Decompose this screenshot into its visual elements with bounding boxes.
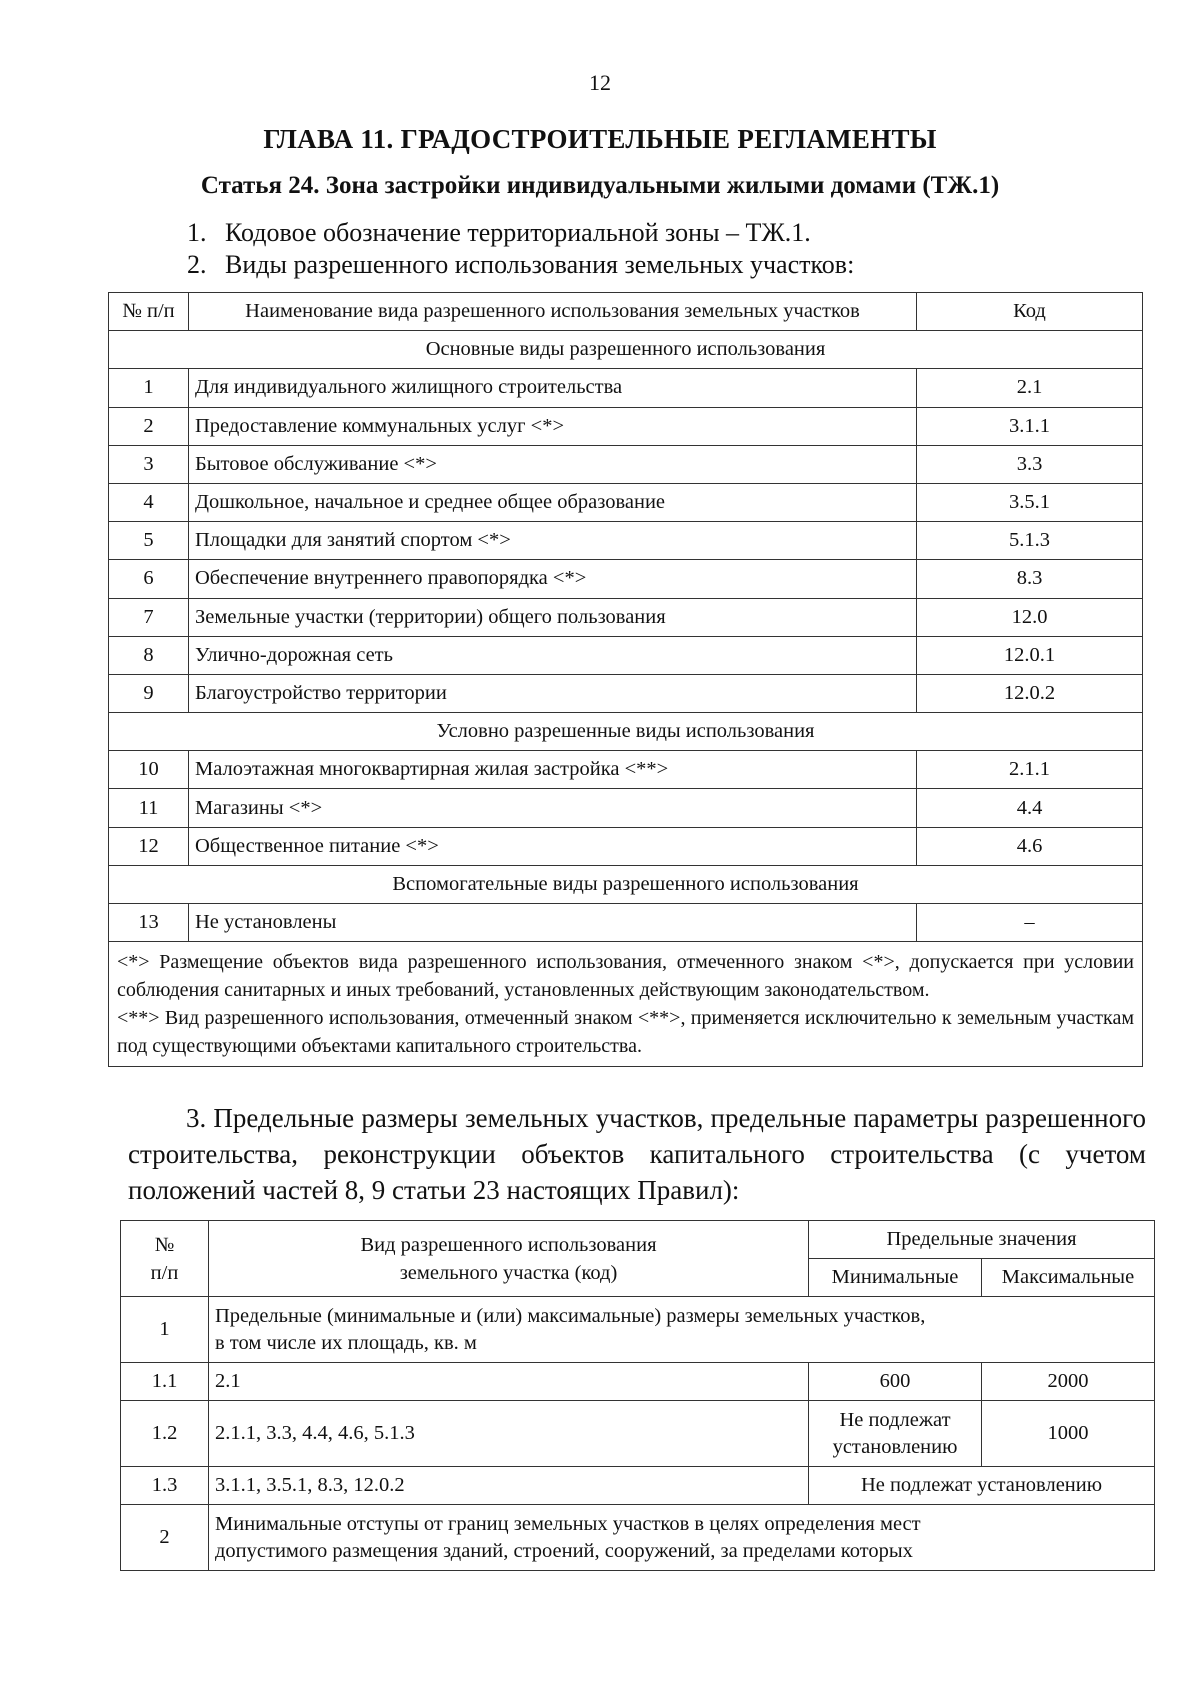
row-code: 2.1.1 [917,751,1143,789]
section-row-conditional [109,713,1143,751]
row-num: 1 [121,1297,209,1363]
row-num: 13 [109,904,189,942]
row-min: 600 [809,1363,982,1401]
row-num: 6 [109,560,189,598]
chapter-title: ГЛАВА 11. ГРАДОСТРОИТЕЛЬНЫЕ РЕГЛАМЕНТЫ [263,124,937,154]
row-code: 4.6 [917,827,1143,865]
row-text-line2: допустимого размещения зданий, строений, сооружений, за пределами которых [215,1539,913,1562]
row-code: 4.4 [917,789,1143,827]
row-name: Не установлены [189,904,917,942]
table-row [109,789,1143,827]
row-name: Улично-дорожная сеть [189,636,917,674]
row-name: Земельные участки (территории) общего пользования [189,598,917,636]
row-code: 12.0.2 [917,674,1143,712]
header-code: Код [917,293,1143,331]
row-code: 3.3 [917,445,1143,483]
table-row [109,407,1143,445]
row-min [809,1401,982,1467]
row-min-line1: Не подлежат [839,1408,951,1431]
row-num: 1.1 [121,1363,209,1401]
header-kind-line2: земельного участка (код) [399,1261,618,1284]
row-code: 12.0.1 [917,636,1143,674]
row-code: 5.1.3 [917,522,1143,560]
table-row [109,751,1143,789]
table-row [121,1505,1155,1571]
row-num: 11 [109,789,189,827]
table-row [121,1467,1155,1505]
row-num: 9 [109,674,189,712]
table-notes [109,942,1143,1067]
table-row [121,1401,1155,1467]
list-item-zone-code [187,218,811,248]
table-row [121,1363,1155,1401]
header-limits: Предельные значения [809,1221,1155,1259]
section-row-main [109,331,1143,369]
table-header-row [109,293,1143,331]
row-name: Общественное питание <*> [189,827,917,865]
row-max: 2000 [982,1363,1155,1401]
row-num: 8 [109,636,189,674]
section-row-auxiliary [109,865,1143,903]
section-title-auxiliary: Вспомогательные виды разрешенного использования [109,865,1143,903]
header-name: Наименование вида разрешенного использования земельных участков [189,293,917,331]
header-num [121,1221,209,1297]
row-kind: 3.1.1, 3.5.1, 8.3, 12.0.2 [209,1467,809,1505]
limit-values-table [120,1220,1155,1571]
table-row [109,445,1143,483]
header-kind [209,1221,809,1297]
row-name: Малоэтажная многоквартирная жилая застройка <**> [189,751,917,789]
section-title-conditional: Условно разрешенные виды использования [109,713,1143,751]
table-row [109,369,1143,407]
row-num: 10 [109,751,189,789]
row-name: Дошкольное, начальное и среднее общее образование [189,483,917,521]
table-row [109,827,1143,865]
note-double-star: <**> Вид разрешенного использования, отмеченный знаком <**>, применяется исключительно к земельным участкам под существующими объектами капитального строительства. [117,1007,1134,1058]
table-row [109,560,1143,598]
table-row [109,522,1143,560]
row-code: – [917,904,1143,942]
row-num: 3 [109,445,189,483]
row-kind: 2.1 [209,1363,809,1401]
row-merged-value: Не подлежат установлению [809,1467,1155,1505]
row-name: Обеспечение внутреннего правопорядка <*> [189,560,917,598]
note-single-star: <*> Размещение объектов вида разрешенного использования, отмеченного знаком <*>, допускается при условии соблюдения санитарных и иных требований, установленных действующим законодательством. [117,951,1134,1002]
row-num: 2 [121,1505,209,1571]
row-num: 5 [109,522,189,560]
section-title-main: Основные виды разрешенного использования [109,331,1143,369]
article-title: Статья 24. Зона застройки индивидуальными жилыми домами (ТЖ.1) [200,172,1000,199]
row-code: 2.1 [917,369,1143,407]
table-row [109,483,1143,521]
row-min-line2: установлению [832,1435,958,1458]
row-num: 4 [109,483,189,521]
row-num: 1 [109,369,189,407]
list-item-number: 1. [187,218,207,247]
paragraph-3: 3. Предельные размеры земельных участков, предельные параметры разрешенного строительства, реконструкции объектов капитального строительства (с учетом положений частей 8, 9 статьи 23 настоящих Правил): [128,1103,1146,1205]
header-min: Минимальные [809,1259,982,1297]
row-num: 1.3 [121,1467,209,1505]
header-max: Максимальные [982,1259,1155,1297]
row-code: 8.3 [917,560,1143,598]
row-text-line1: Предельные (минимальные и (или) максимальные) размеры земельных участков, [215,1304,926,1327]
list-item-text: Виды разрешенного использования земельных участков: [225,250,855,279]
row-code: 3.5.1 [917,483,1143,521]
list-item-permitted-uses [187,250,854,280]
row-text [209,1297,1155,1363]
row-text [209,1505,1155,1571]
table-row [109,904,1143,942]
row-kind: 2.1.1, 3.3, 4.4, 4.6, 5.1.3 [209,1401,809,1467]
row-num: 2 [109,407,189,445]
row-name: Благоустройство территории [189,674,917,712]
table-row [109,598,1143,636]
row-num: 1.2 [121,1401,209,1467]
row-text-line1: Минимальные отступы от границ земельных участков в целях определения мест [215,1512,921,1535]
list-item-number: 2. [187,250,207,279]
permitted-uses-table [108,292,1143,1067]
header-num-line2: п/п [150,1261,179,1284]
table-notes-row [109,942,1143,1067]
row-text-line2: в том числе их площадь, кв. м [215,1331,477,1354]
row-name: Бытовое обслуживание <*> [189,445,917,483]
row-num: 7 [109,598,189,636]
row-name: Предоставление коммунальных услуг <*> [189,407,917,445]
row-num: 12 [109,827,189,865]
table-header-row [121,1221,1155,1259]
page-number: 12 [589,70,611,95]
table-row [121,1297,1155,1363]
row-name: Площадки для занятий спортом <*> [189,522,917,560]
table-row [109,636,1143,674]
header-num-line1: № [154,1233,175,1256]
header-kind-line1: Вид разрешенного использования [360,1233,657,1256]
row-name: Для индивидуального жилищного строительства [189,369,917,407]
row-code: 3.1.1 [917,407,1143,445]
header-num: № п/п [109,293,189,331]
list-item-text: Кодовое обозначение территориальной зоны – ТЖ.1. [225,218,811,247]
row-max: 1000 [982,1401,1155,1467]
row-name: Магазины <*> [189,789,917,827]
row-code: 12.0 [917,598,1143,636]
table-row [109,674,1143,712]
